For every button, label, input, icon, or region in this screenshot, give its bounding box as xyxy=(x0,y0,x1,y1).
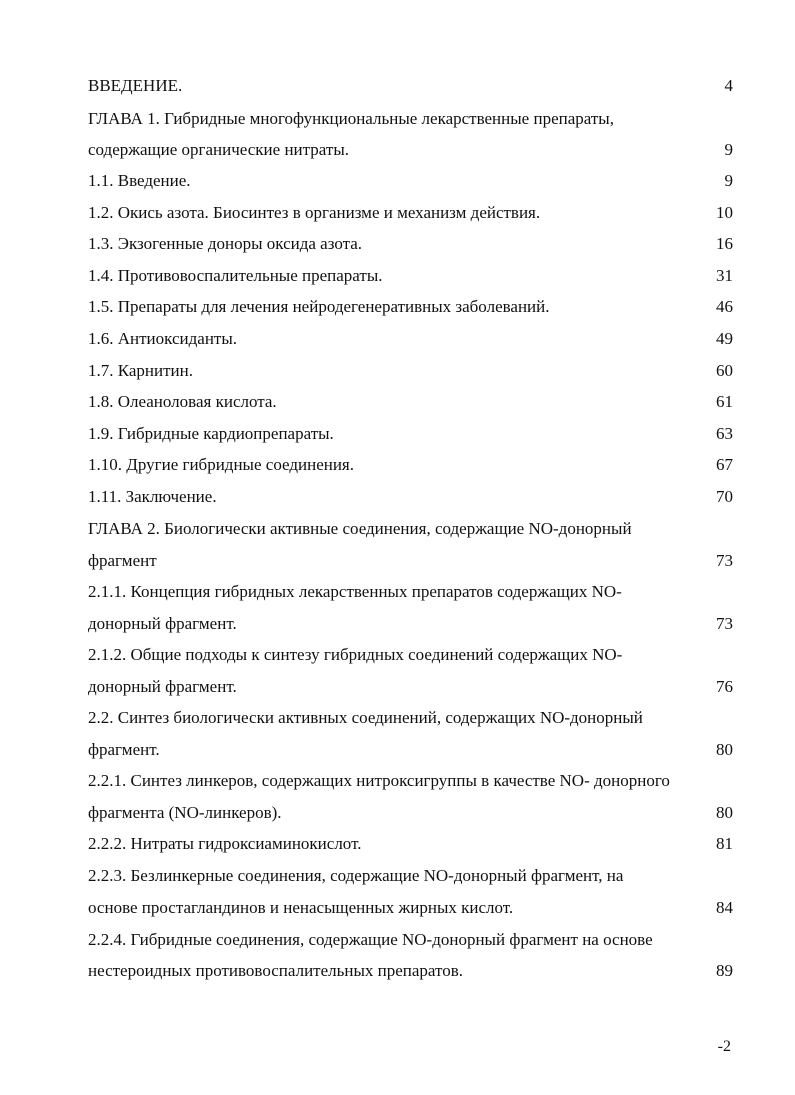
toc-line xyxy=(88,736,733,764)
toc-entry-text: 2.2. Синтез биологически активных соединений, содержащих NO-донорный xyxy=(88,708,643,727)
toc-entry-text: нестероидных противовоспалительных препаратов. xyxy=(88,961,464,980)
toc-entry-text: донорный фрагмент. xyxy=(88,614,237,633)
toc-entry-text: 1.3. Экзогенные доноры оксида азота. xyxy=(88,234,363,253)
toc-line xyxy=(88,199,733,227)
toc-entry-text: 1.1. Введение. xyxy=(88,171,191,190)
toc-page-number: 70 xyxy=(716,487,733,506)
toc-line xyxy=(88,610,733,638)
toc-entry-text: 1.10. Другие гибридные соединения. xyxy=(88,455,354,474)
toc-line xyxy=(88,767,733,795)
toc-page-number: 46 xyxy=(716,297,733,316)
toc-page-number: 16 xyxy=(716,234,733,253)
toc-page-number: 61 xyxy=(716,392,733,411)
toc-page-number: 10 xyxy=(716,203,733,222)
toc-line xyxy=(88,420,733,448)
toc-entry-text: основе простагландинов и ненасыщенных жирных кислот. xyxy=(88,898,514,917)
toc-line xyxy=(88,799,733,827)
page-number: -2 xyxy=(717,1038,731,1055)
toc-page-number: 73 xyxy=(716,614,733,633)
toc-entry-text: 1.5. Препараты для лечения нейродегенеративных заболеваний. xyxy=(88,297,550,316)
toc-page-number: 89 xyxy=(716,961,733,980)
toc-page-number: 84 xyxy=(716,898,733,917)
toc-line xyxy=(88,136,733,164)
toc-line xyxy=(88,451,733,479)
toc-page-number: 60 xyxy=(716,361,733,380)
toc-entry-text: 1.6. Антиоксиданты. xyxy=(88,329,238,348)
toc-entry-text: 2.2.1. Синтез линкеров, содержащих нитроксигруппы в качестве NO- донорного xyxy=(88,771,670,790)
toc-entry-text: 1.4. Противовоспалительные препараты. xyxy=(88,266,383,285)
toc-entry-text: фрагмент. xyxy=(88,740,160,759)
toc-line xyxy=(88,957,733,985)
toc-page-number: 67 xyxy=(716,455,733,474)
toc-line xyxy=(88,325,733,353)
toc-line xyxy=(88,926,733,954)
toc-page-number: 31 xyxy=(716,266,733,285)
toc-entry-text: 1.8. Олеаноловая кислота. xyxy=(88,392,277,411)
toc-entry-text: ГЛАВА 2. Биологически активные соединения, содержащие NO-донорный xyxy=(88,519,632,538)
toc-line xyxy=(88,167,733,195)
toc-entry-text: донорный фрагмент. xyxy=(88,677,237,696)
toc-page-number: 4 xyxy=(724,76,733,95)
toc-entry-text: 2.2.2. Нитраты гидроксиаминокислот. xyxy=(88,834,362,853)
toc-page-number: 9 xyxy=(724,140,733,159)
toc-entry-text: 1.2. Окись азота. Биосинтез в организме и механизм действия. xyxy=(88,203,541,222)
toc-line xyxy=(88,293,733,321)
toc-line xyxy=(88,894,733,922)
toc-line xyxy=(88,230,733,258)
toc-page-number: 81 xyxy=(716,834,733,853)
toc-entry-text: фрагмент xyxy=(88,551,157,570)
toc-page-number: 80 xyxy=(716,740,733,759)
toc-entry-text: фрагмента (NO-линкеров). xyxy=(88,803,282,822)
toc-page-number: 9 xyxy=(724,171,733,190)
toc-line xyxy=(88,641,733,669)
toc-page-number: 76 xyxy=(716,677,733,696)
toc-entry-text: ГЛАВА 1. Гибридные многофункциональные лекарственные препараты, xyxy=(88,109,614,128)
toc-entry-text: 1.7. Карнитин. xyxy=(88,361,193,380)
toc-page-number: 63 xyxy=(716,424,733,443)
toc-entry-text: ВВЕДЕНИЕ. xyxy=(88,76,183,95)
toc-line xyxy=(88,105,733,133)
toc-line xyxy=(88,388,733,416)
toc-entry-text: 2.1.1. Концепция гибридных лекарственных препаратов содержащих NO- xyxy=(88,582,622,601)
toc-line xyxy=(88,72,733,100)
toc-line xyxy=(88,262,733,290)
toc-line xyxy=(88,862,733,890)
toc-entry-text: 1.9. Гибридные кардиопрепараты. xyxy=(88,424,334,443)
toc-line xyxy=(88,830,733,858)
toc-page-number: 80 xyxy=(716,803,733,822)
toc-line xyxy=(88,357,733,385)
toc-entry-text: 2.2.4. Гибридные соединения, содержащие NO-донорный фрагмент на основе xyxy=(88,930,653,949)
toc-entry-text: 2.2.3. Безлинкерные соединения, содержащие NO-донорный фрагмент, на xyxy=(88,866,624,885)
toc-entry-text: 2.1.2. Общие подходы к синтезу гибридных соединений содержащих NO- xyxy=(88,645,623,664)
toc-line xyxy=(88,547,733,575)
toc-line xyxy=(88,704,733,732)
toc-line xyxy=(88,673,733,701)
toc-line xyxy=(88,515,733,543)
toc-entry-text: содержащие органические нитраты. xyxy=(88,140,349,159)
toc-line xyxy=(88,578,733,606)
toc-line xyxy=(88,483,733,511)
toc-page-number: 73 xyxy=(716,551,733,570)
toc-entry-text: 1.11. Заключение. xyxy=(88,487,217,506)
toc-page-number: 49 xyxy=(716,329,733,348)
